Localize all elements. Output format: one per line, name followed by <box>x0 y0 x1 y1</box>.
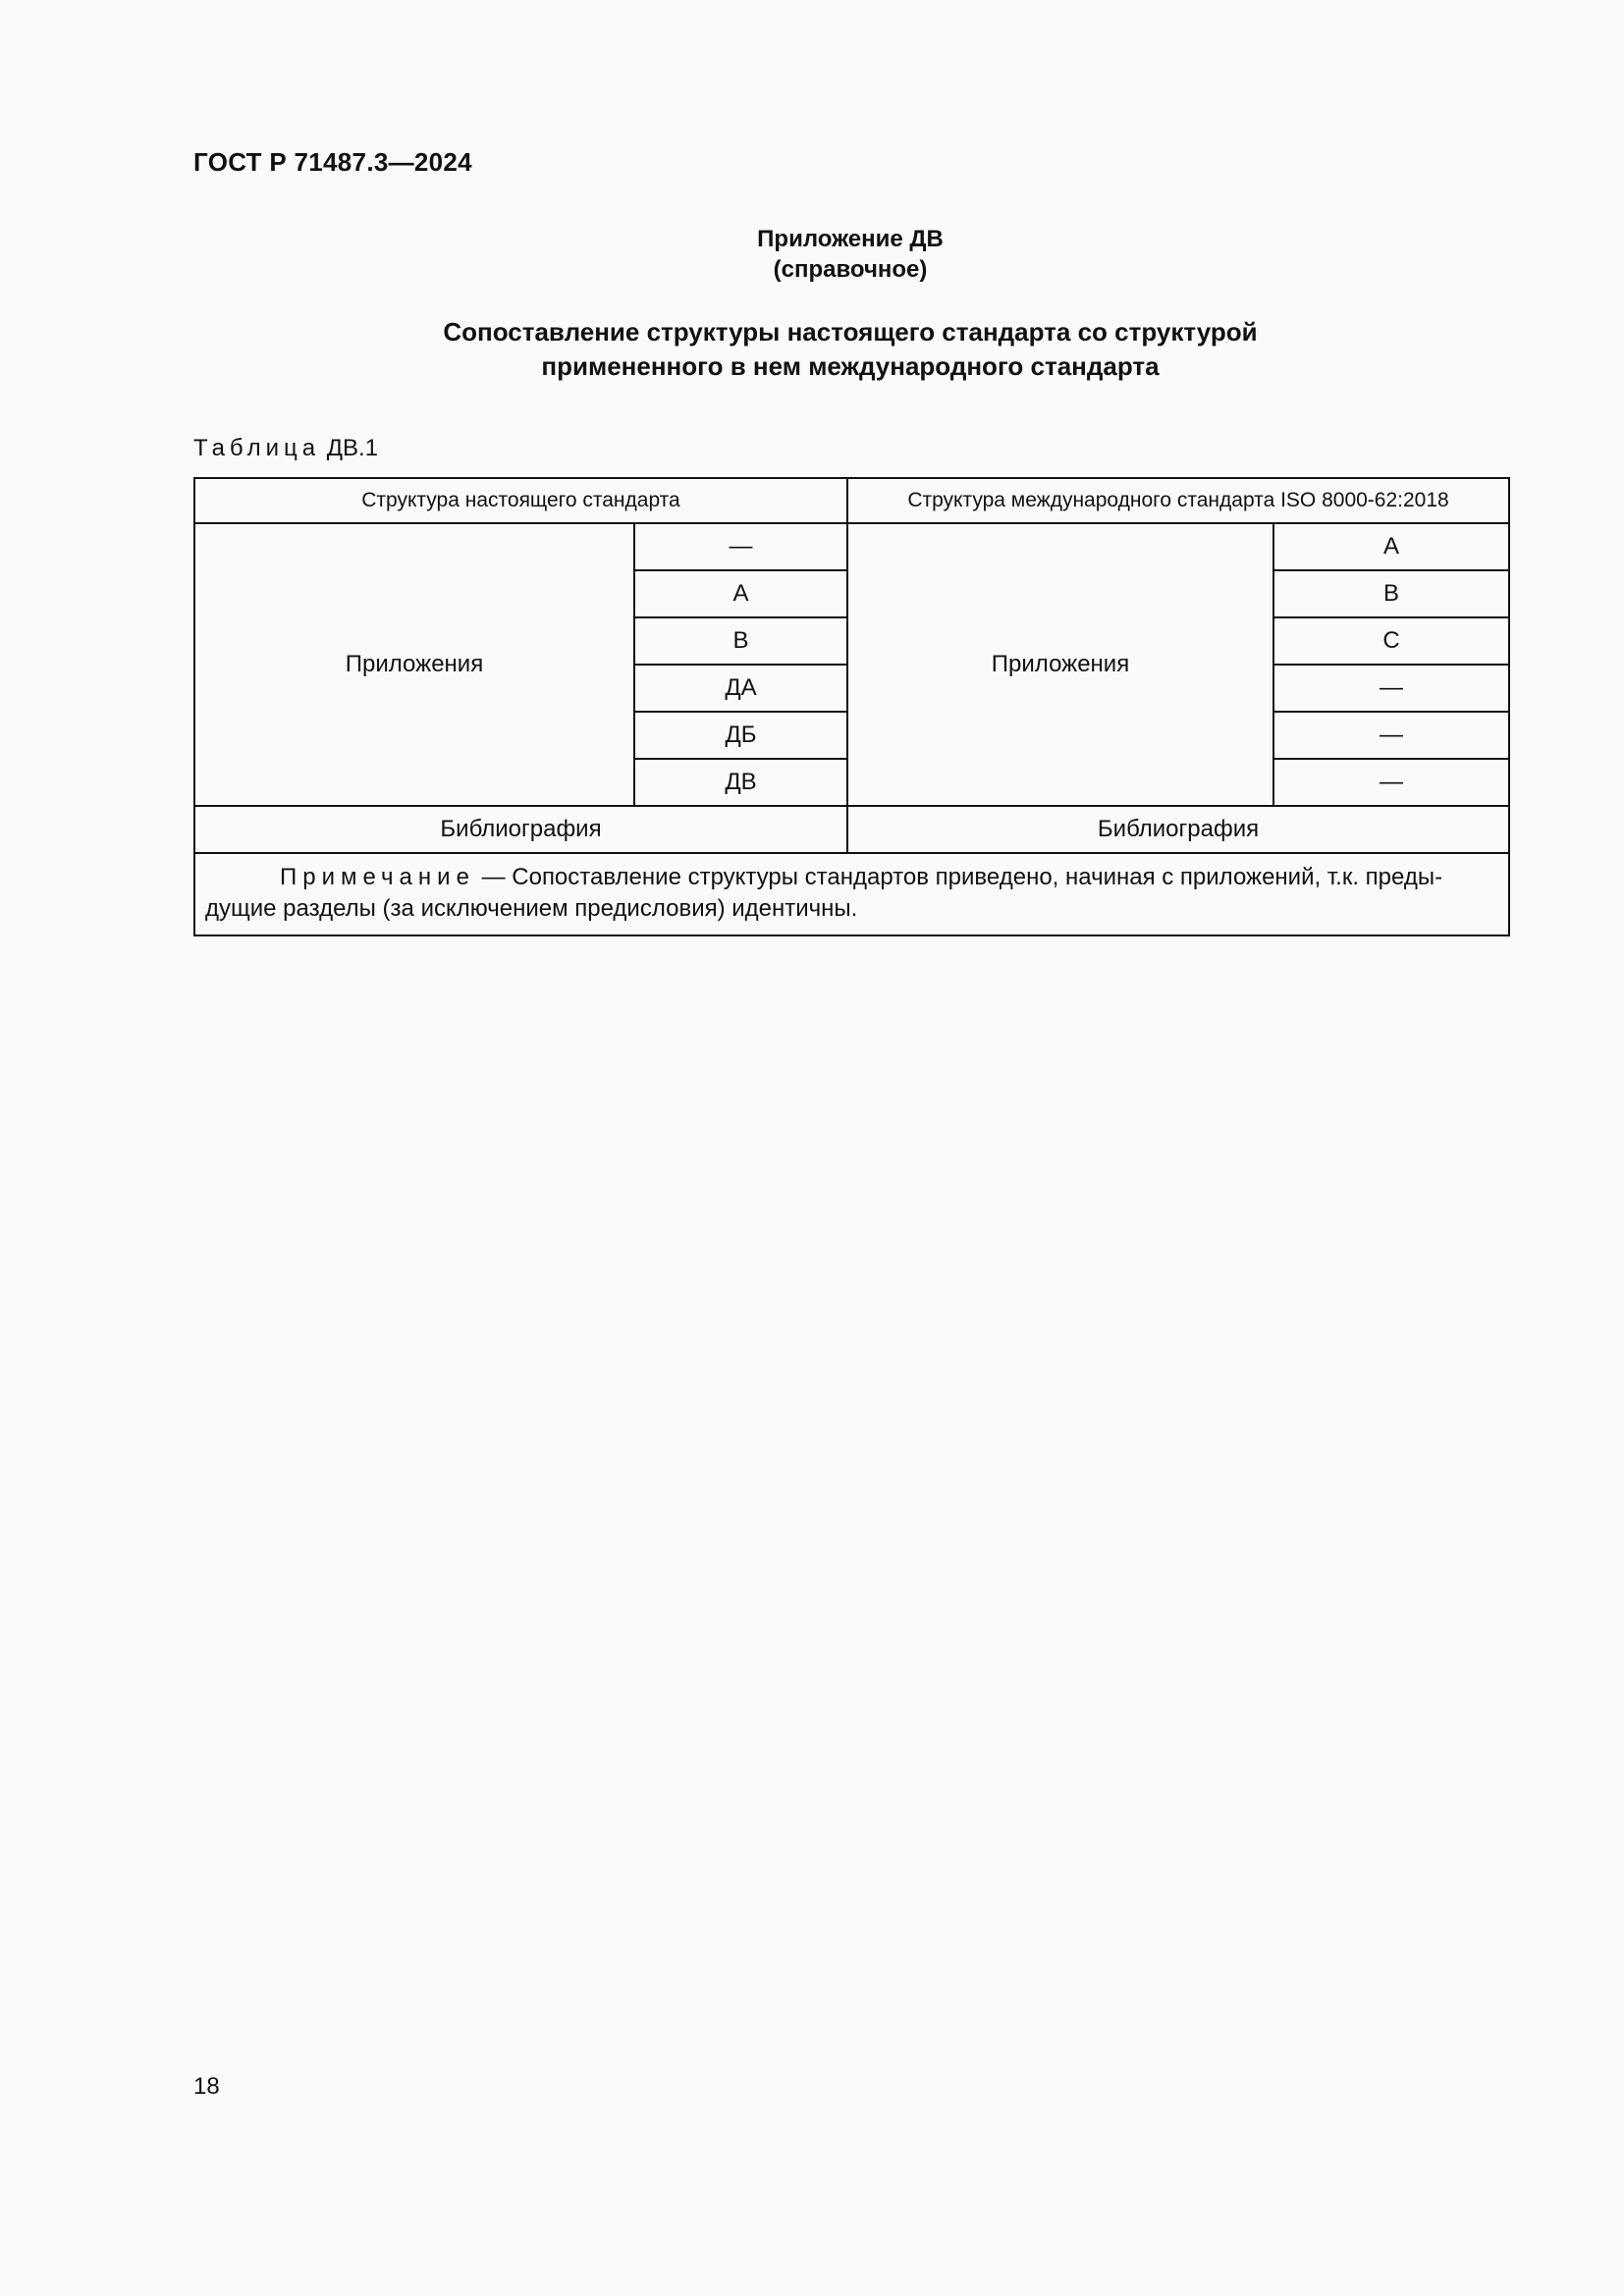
table-row <box>194 523 1509 570</box>
table-note <box>194 853 1509 935</box>
right-item: C <box>1273 617 1509 665</box>
note-text: — Сопоставление структуры стандартов приведено, начиная с приложений, т.к. преды-дущие разделы (за исключением предисловия) идентичны. <box>205 864 1443 922</box>
left-item: ДА <box>634 665 847 712</box>
left-item: В <box>634 617 847 665</box>
right-item: A <box>1273 523 1509 570</box>
header-international-standard: Структура международного стандарта ISO 8000-62:2018 <box>847 478 1509 523</box>
left-item: ДБ <box>634 712 847 759</box>
section-title <box>193 315 1507 384</box>
right-item: B <box>1273 570 1509 617</box>
structure-comparison-table <box>193 477 1510 936</box>
bibliography-left: Библиография <box>194 806 847 853</box>
left-item: А <box>634 570 847 617</box>
document-code: ГОСТ Р 71487.3—2024 <box>193 147 472 177</box>
table-header-row <box>194 478 1509 523</box>
left-item: ДВ <box>634 759 847 806</box>
header-this-standard: Структура настоящего стандарта <box>194 478 847 523</box>
appendix-title: Приложение ДВ <box>757 226 944 252</box>
appendix-heading <box>193 224 1507 285</box>
table-caption-prefix: Таблица <box>193 435 321 461</box>
right-item: — <box>1273 759 1509 806</box>
left-item: — <box>634 523 847 570</box>
table-caption-number: ДВ.1 <box>326 435 379 461</box>
right-item: — <box>1273 665 1509 712</box>
table-caption <box>193 435 378 462</box>
section-title-line-2: примененного в нем международного стандарта <box>541 351 1160 381</box>
left-group-label: Приложения <box>194 523 634 806</box>
section-title-line-1: Сопоставление структуры настоящего стандарта со структурой <box>443 317 1258 347</box>
appendix-type: (справочное) <box>773 256 928 283</box>
note-row <box>194 853 1509 935</box>
note-label: Примечание <box>280 864 475 890</box>
right-item: — <box>1273 712 1509 759</box>
right-group-label: Приложения <box>847 523 1273 806</box>
bibliography-right: Библиография <box>847 806 1509 853</box>
page-number: 18 <box>193 2073 220 2100</box>
bibliography-row <box>194 806 1509 853</box>
